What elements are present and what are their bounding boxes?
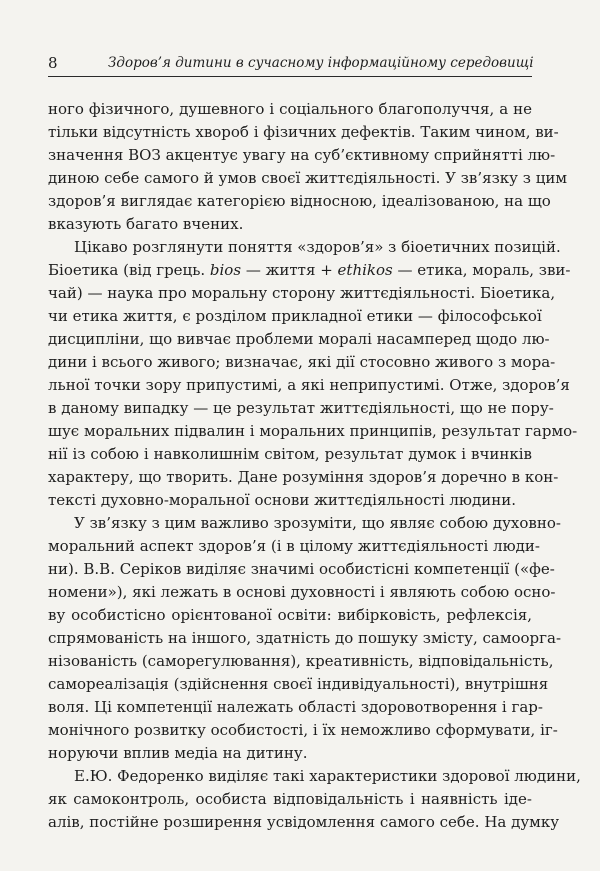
text-line: диною себе самого й умов своєї життєдіяльності. У зв’язку з цим <box>48 169 568 187</box>
text-line: льної точки зору припустимі, а які неприпустимі. Отже, здоров’я <box>48 376 570 394</box>
text-line: воля. Ці компетенції належать області здоровотворення і гар- <box>48 698 543 716</box>
text-line: тільки відсутність хвороб і фізичних дефектів. Таким чином, ви- <box>48 123 559 141</box>
paragraph <box>48 512 562 765</box>
running-header <box>48 50 532 77</box>
text-line: самореалізація (здійснення своєї індивідуальності), внутрішня <box>48 675 549 693</box>
text-line: спрямованість на іншого, здатність до пошуку змісту, самоорга- <box>48 629 562 647</box>
text-line: вказують багато вчених. <box>48 215 244 233</box>
text-line: ни). В.В. Сеpіков виділяє значимі особистісні компетенції («фе- <box>48 560 555 578</box>
text-line: чай) — наука про моральну сторону життєдіяльності. Біоетика, <box>48 284 556 302</box>
text-line: характеру, що творить. Дане розуміння здоров’я доречно в кон- <box>48 468 559 486</box>
text-line: здоров’я виглядає категорією відносною, ідеалізованою, на що <box>48 192 551 210</box>
text-line: Е.Ю. Федоренко виділяє такі характеристики здорової людини, <box>74 767 581 785</box>
text-line: шує моральних підвалин і моральних принципів, результат гармо- <box>48 422 578 440</box>
text-line: тексті духовно-моральної основи життєдіяльності людини. <box>48 491 516 509</box>
text-line: нії із собою і навколишнім світом, результат думок і вчинків <box>48 445 532 463</box>
text-line: ву особистісно орієнтованої освіти: вибірковість, рефлексія, <box>48 606 532 624</box>
body-text <box>48 98 581 834</box>
page-number: 8 <box>48 54 58 72</box>
paragraph <box>48 236 578 512</box>
text-line: У зв’язку з цим важливо зрозуміти, що являє собою духовно- <box>74 514 561 532</box>
text-line: моральний аспект здоров’я (і в цілому життєдіяльності люди- <box>48 537 540 555</box>
text-line: дини і всього живого; визначає, які дії стосовно живого з мора- <box>48 353 556 371</box>
running-title: Здоров’я дитини в сучасному інформаційному середовищі <box>108 55 534 71</box>
paragraph <box>48 765 581 834</box>
text-line: норуючи вплив медіа на дитину. <box>48 744 308 762</box>
text-line: чи етика життя, є розділом прикладної етики — філософської <box>48 307 542 325</box>
text-line: нізованість (саморегулювання), креативність, відповідальність, <box>48 652 554 670</box>
text-line: номени»), які лежать в основі духовності і являють собою осно- <box>48 583 556 601</box>
text-line: значення ВОЗ акцентує увагу на суб’єктивному сприйнятті лю- <box>48 146 556 164</box>
text-line: монічного розвитку особистості, і їх неможливо сформувати, іг- <box>48 721 558 739</box>
text-line: ного фізичного, душевного і соціального благополуччя, а не <box>48 100 532 118</box>
text-line: Біоетика (від грець. bios — життя + ethikos — етика, мораль, зви- <box>48 261 571 279</box>
text-line: в даному випадку — це результат життєдіяльності, що не пору- <box>48 399 554 417</box>
text-line: алів, постійне розширення усвідомлення самого себе. На думку <box>48 813 560 831</box>
paragraph <box>48 98 568 236</box>
text-line: Цікаво розглянути поняття «здоров’я» з біоетичних позицій. <box>74 238 561 256</box>
text-line: дисципліни, що вивчає проблеми моралі насамперед щодо лю- <box>48 330 550 348</box>
text-line: як самоконтроль, особиста відповідальність і наявність іде- <box>48 790 532 808</box>
